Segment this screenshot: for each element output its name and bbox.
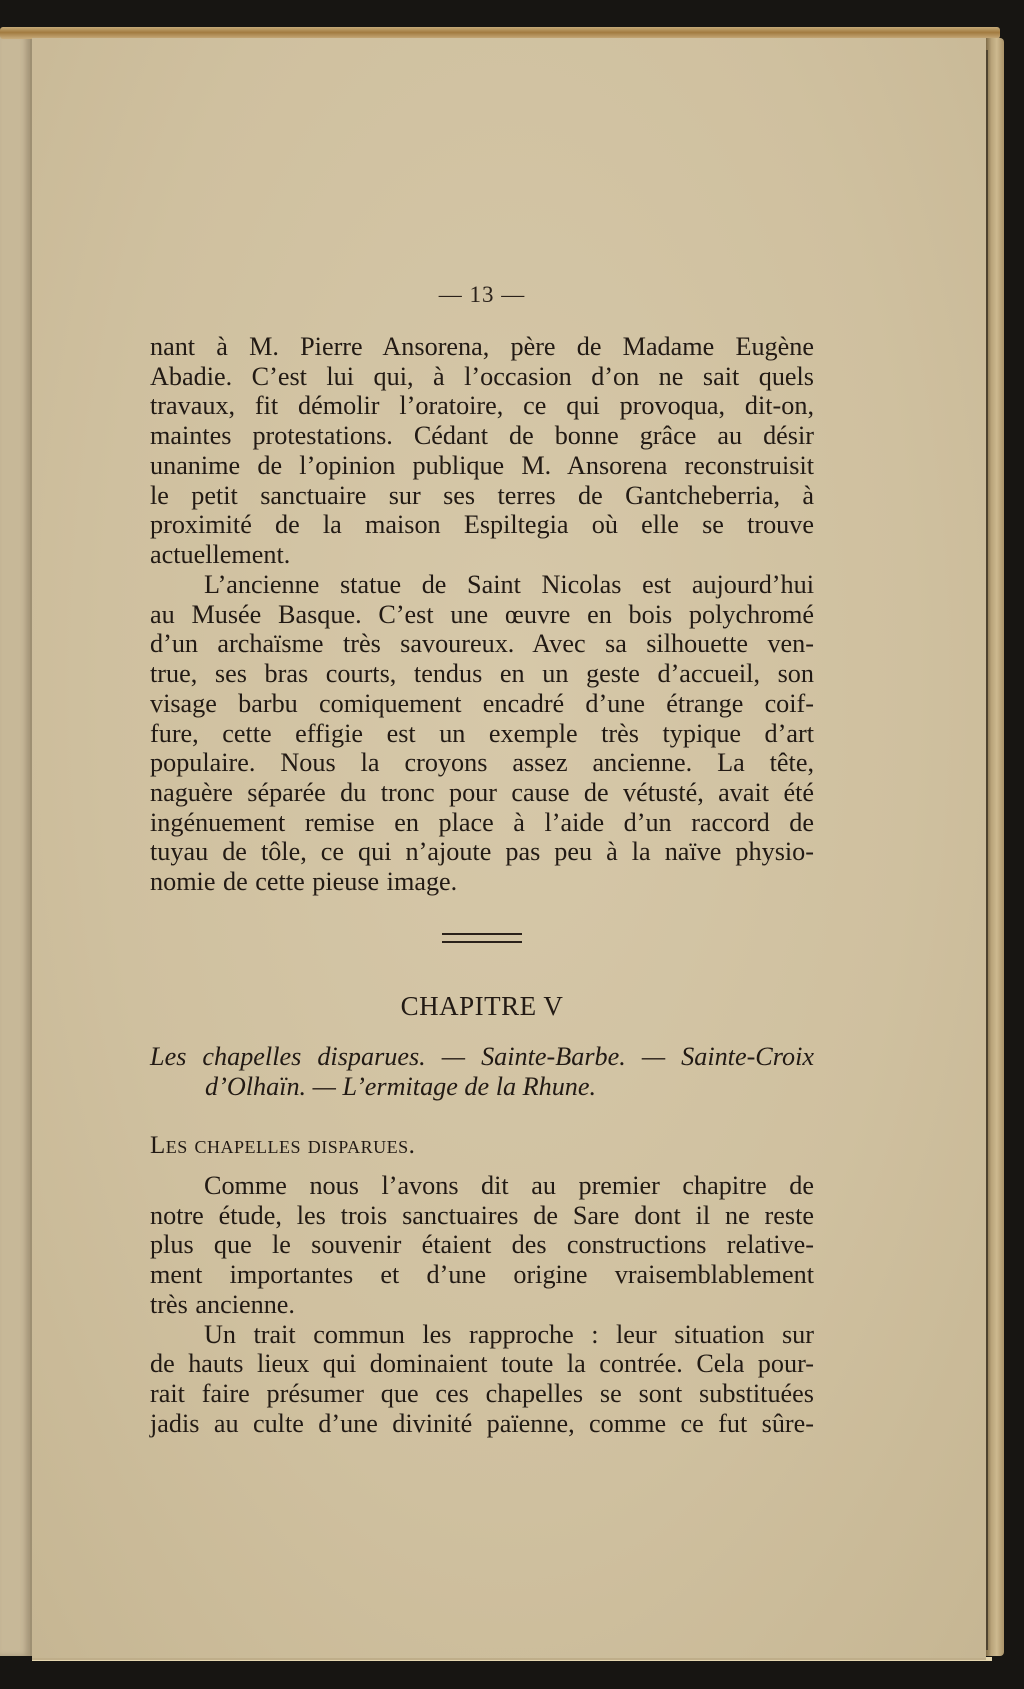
text-line: rait faire présumer que ces chapelles se sont substituées <box>150 1378 814 1408</box>
facing-page-edge <box>0 34 32 1656</box>
text-line: Abadie. C’est lui qui, à l’occasion d’on ne sait quels <box>150 361 814 391</box>
section-divider-double-rule <box>442 933 522 943</box>
text-line: nant à M. Pierre Ansorena, père de Madame Eugène <box>150 332 814 361</box>
text-line: tuyau de tôle, ce qui n’ajoute pas peu à la naïve physio- <box>150 837 814 867</box>
chapter-title: CHAPITRE V <box>400 991 564 1021</box>
text-line: populaire. Nous la croyons assez ancienne. La tête, <box>150 748 814 778</box>
text-line: true, ses bras courts, tendus en un geste d’accueil, son <box>150 659 814 689</box>
text-line: ment importantes et d’une origine vraisemblablement <box>150 1260 814 1290</box>
paragraph-1 <box>150 332 814 570</box>
text-line: unanime de l’opinion publique M. Ansorena reconstruisit <box>150 450 814 480</box>
text-line: notre étude, les trois sanctuaires de Sare dont il ne reste <box>150 1200 814 1230</box>
text-line: fure, cette effigie est un exemple très typique d’art <box>150 718 814 748</box>
subtitle-line: Les chapelles disparues. — Sainte-Barbe. — Sainte-Croix <box>150 1042 814 1071</box>
text-line: de hauts lieux qui dominaient toute la contrée. Cela pour- <box>150 1349 814 1379</box>
text-line: Un trait commun les rapproche : leur situation sur <box>204 1319 814 1349</box>
section-heading: Les chapelles disparues. <box>150 1132 416 1159</box>
text-line: très ancienne. <box>150 1289 295 1319</box>
text-line: proximité de la maison Espiltegia où elle se trouve <box>150 510 814 540</box>
text-line: visage barbu comiquement encadré d’une étrange coif- <box>150 688 814 718</box>
page-fore-edge <box>986 38 1004 1656</box>
text-line: plus que le souvenir étaient des constructions relative- <box>150 1230 814 1260</box>
text-line: travaux, fit démolir l’oratoire, ce qui provoqua, dit-on, <box>150 391 814 421</box>
text-line: maintes protestations. Cédant de bonne grâce au désir <box>150 421 814 451</box>
page-number: — 13 — <box>438 282 526 307</box>
text-line: actuellement. <box>150 539 291 569</box>
text-line: naguère séparée du tronc pour cause de vétusté, avait été <box>150 777 814 807</box>
text-line: Comme nous l’avons dit au premier chapitre de <box>204 1171 814 1200</box>
chapter-subtitle <box>150 1042 814 1102</box>
book-page <box>32 38 986 1660</box>
text-line: d’un archaïsme très savoureux. Avec sa silhouette ven- <box>150 629 814 659</box>
fore-edge-shadow-line <box>986 50 988 1650</box>
paragraph-2 <box>150 570 814 897</box>
paragraph-3-4 <box>150 1171 814 1438</box>
text-line: au Musée Basque. C’est une œuvre en bois polychromé <box>150 599 814 629</box>
text-line: jadis au culte d’une divinité païenne, comme ce fut sûre- <box>150 1408 814 1438</box>
text-line: nomie de cette pieuse image. <box>150 867 458 897</box>
text-line: le petit sanctuaire sur ses terres de Gantcheberria, à <box>150 480 814 510</box>
text-line: L’ancienne statue de Saint Nicolas est aujourd’hui <box>204 570 814 599</box>
text-line: ingénuement remise en place à l’aide d’un raccord de <box>150 807 814 837</box>
subtitle-line: d’Olhaïn. — L’ermitage de la Rhune. <box>205 1072 597 1101</box>
